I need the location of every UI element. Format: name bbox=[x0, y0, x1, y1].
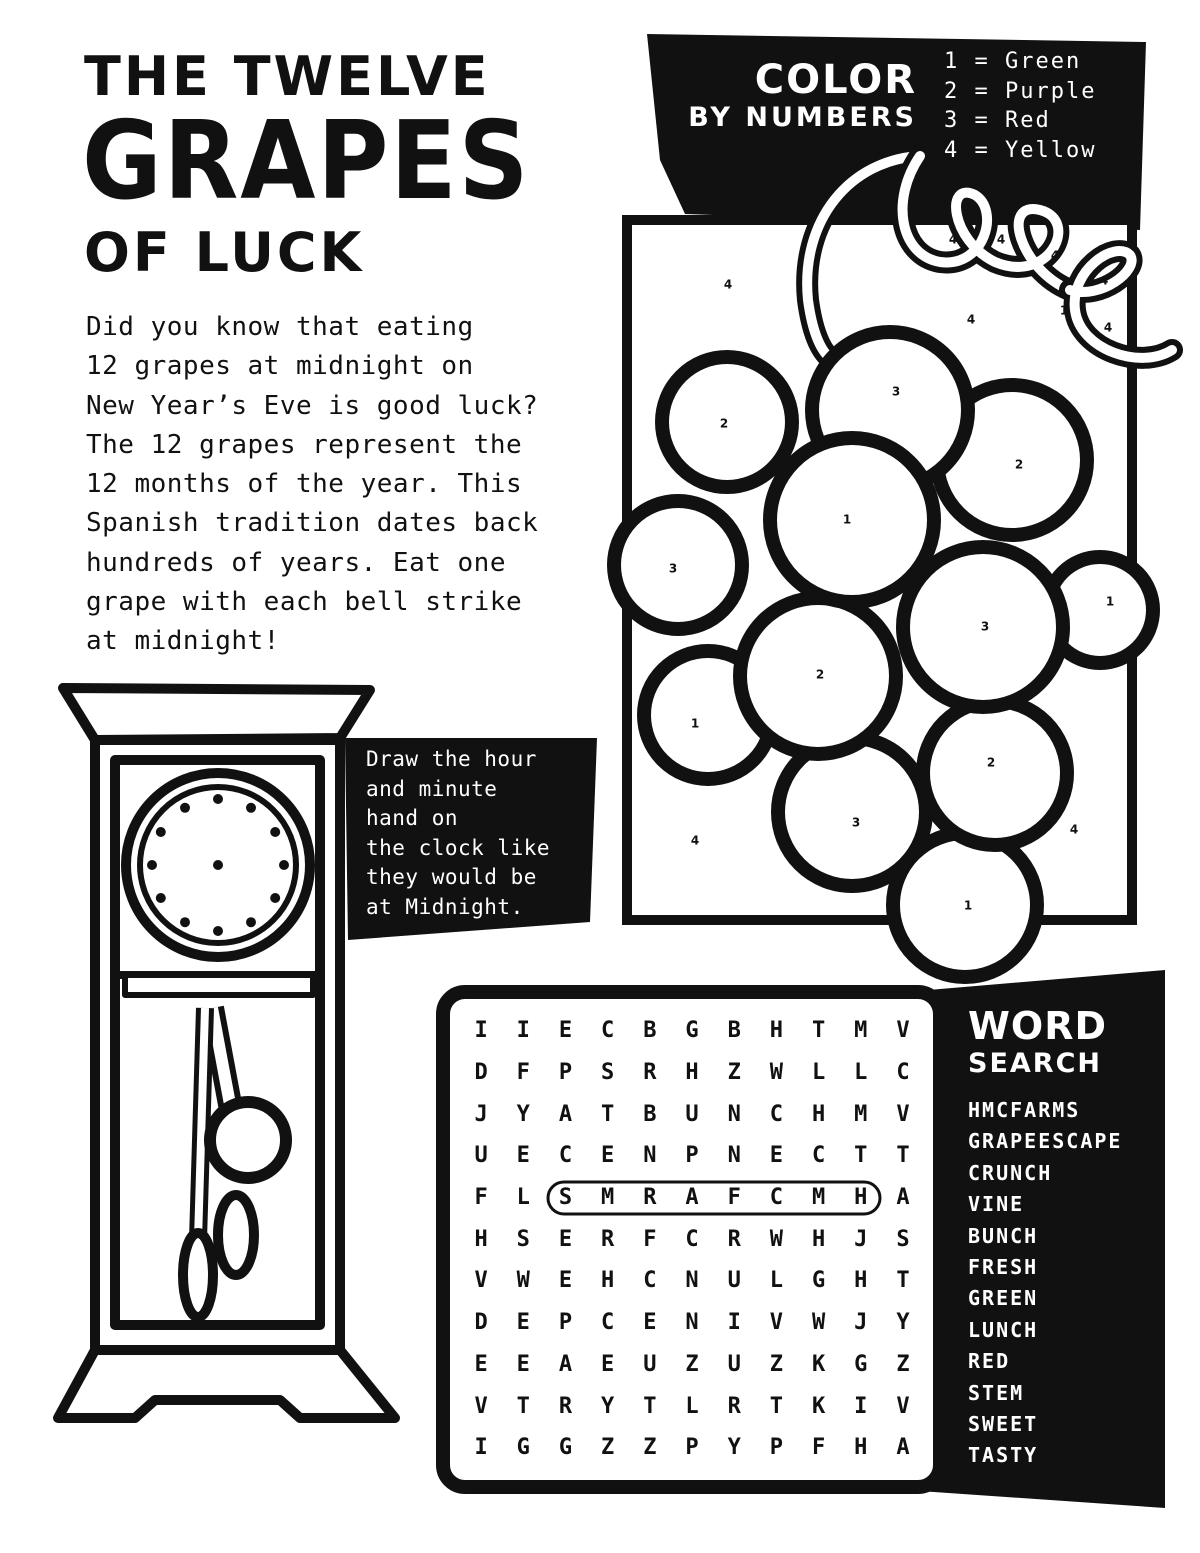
word-search-letter[interactable]: G bbox=[854, 1351, 868, 1377]
background-number: 4 bbox=[948, 232, 958, 247]
background-number: 4 bbox=[996, 232, 1006, 247]
word-search-letter[interactable]: E bbox=[643, 1310, 657, 1336]
word-search-letter[interactable]: E bbox=[516, 1143, 530, 1169]
word-search-letter[interactable]: G bbox=[558, 1435, 573, 1461]
word-search-letter[interactable]: A bbox=[685, 1185, 699, 1211]
word-search-grid bbox=[460, 1010, 924, 1469]
word-search-letter[interactable]: E bbox=[516, 1310, 530, 1336]
word-search-letter[interactable]: E bbox=[516, 1351, 530, 1377]
word-search-letter[interactable]: T bbox=[601, 1101, 615, 1127]
word-search-letter[interactable]: Y bbox=[727, 1435, 741, 1461]
word-search-letter[interactable]: Z bbox=[601, 1435, 615, 1461]
word-search-letter[interactable]: F bbox=[811, 1435, 826, 1461]
word-search-letter[interactable]: H bbox=[811, 1226, 826, 1252]
word-search-letter[interactable]: C bbox=[558, 1143, 573, 1169]
background-number: 4 bbox=[723, 277, 733, 292]
word-search-letter[interactable]: L bbox=[854, 1060, 868, 1086]
word-search-letter[interactable]: G bbox=[516, 1435, 530, 1461]
background-number: 4 bbox=[1099, 273, 1109, 288]
word-search-word: CRUNCH bbox=[968, 1160, 1053, 1185]
word-search-letter[interactable]: U bbox=[474, 1143, 488, 1169]
word-search-letter[interactable]: Y bbox=[896, 1310, 910, 1336]
clock-hour-dot bbox=[156, 827, 166, 837]
word-search-letter[interactable]: F bbox=[727, 1185, 741, 1211]
word-search-letter[interactable]: E bbox=[601, 1143, 615, 1169]
word-search-letter[interactable]: S bbox=[896, 1226, 910, 1252]
grape-number: 1 bbox=[963, 898, 973, 913]
background-number: 4 bbox=[966, 312, 976, 327]
background-number: 4 bbox=[1069, 822, 1079, 837]
word-search-word: VINE bbox=[968, 1192, 1025, 1217]
word-search-letter[interactable]: U bbox=[643, 1351, 657, 1377]
word-search-letter[interactable]: F bbox=[474, 1185, 488, 1211]
word-search-letter[interactable]: U bbox=[727, 1268, 741, 1294]
word-search-letter[interactable]: A bbox=[896, 1185, 910, 1211]
word-search-letter[interactable]: Y bbox=[601, 1393, 615, 1419]
word-search-letter[interactable]: L bbox=[811, 1060, 826, 1086]
legend-item: 3 = Red bbox=[944, 108, 1051, 133]
word-search-letter[interactable]: T bbox=[769, 1393, 784, 1419]
word-search-letter[interactable]: I bbox=[854, 1393, 868, 1419]
word-search-letter[interactable]: W bbox=[769, 1226, 784, 1252]
word-search-letter[interactable]: N bbox=[643, 1143, 657, 1169]
word-search-letter[interactable]: C bbox=[601, 1018, 615, 1044]
clock-hour-dot bbox=[270, 827, 280, 837]
word-search-letter[interactable]: E bbox=[601, 1351, 615, 1377]
word-search-letter[interactable]: Z bbox=[896, 1351, 910, 1377]
word-search-letter[interactable]: S bbox=[601, 1060, 615, 1086]
word-search-letter[interactable]: P bbox=[558, 1310, 573, 1336]
pendulum-bob bbox=[210, 1102, 286, 1178]
grape-number: 3 bbox=[851, 815, 861, 830]
word-search-letter[interactable]: T bbox=[811, 1018, 826, 1044]
word-search-letter[interactable]: K bbox=[811, 1393, 826, 1419]
word-search-letter[interactable]: E bbox=[558, 1268, 573, 1294]
word-search-letter[interactable]: T bbox=[516, 1393, 530, 1419]
word-search-letter[interactable]: R bbox=[558, 1393, 573, 1419]
worksheet-title bbox=[82, 45, 554, 284]
word-search-letter[interactable]: B bbox=[727, 1018, 741, 1044]
word-search-letter[interactable]: E bbox=[558, 1018, 573, 1044]
word-search-letter[interactable]: R bbox=[727, 1226, 741, 1252]
word-search-letter[interactable]: N bbox=[685, 1268, 699, 1294]
clock-hour-dot bbox=[213, 926, 223, 936]
grape-number: 1 bbox=[690, 716, 700, 731]
legend-item: 2 = Purple bbox=[944, 78, 1097, 104]
word-search-letter[interactable]: U bbox=[727, 1351, 741, 1377]
background-number: 1 bbox=[1059, 303, 1069, 318]
word-search-letter[interactable]: M bbox=[811, 1185, 826, 1211]
word-search-letter[interactable]: S bbox=[516, 1226, 530, 1252]
word-search-letter[interactable]: S bbox=[558, 1185, 573, 1211]
legend-item: 1 = Green bbox=[944, 49, 1082, 74]
background-number: 4 bbox=[1103, 320, 1113, 335]
word-search-title bbox=[968, 1005, 1107, 1081]
word-search-letter[interactable]: E bbox=[558, 1226, 573, 1252]
background-number: 4 bbox=[690, 833, 700, 848]
grape-number: 1 bbox=[842, 512, 852, 527]
grape-number: 2 bbox=[1014, 457, 1024, 472]
word-search-letter[interactable]: B bbox=[643, 1018, 657, 1044]
word-search-letter[interactable]: T bbox=[896, 1143, 910, 1169]
word-search-letter[interactable]: Z bbox=[727, 1060, 741, 1086]
word-search-letter[interactable]: P bbox=[685, 1143, 699, 1169]
grape-number: 3 bbox=[891, 384, 901, 399]
word-search-letter[interactable]: H bbox=[854, 1435, 868, 1461]
word-search-letter[interactable]: A bbox=[558, 1351, 573, 1377]
word-search-letter[interactable]: C bbox=[896, 1060, 910, 1086]
word-search-title-line-1: WORD bbox=[968, 1004, 1108, 1048]
grandfather-clock bbox=[58, 688, 395, 1418]
word-search-letter[interactable]: T bbox=[854, 1143, 868, 1169]
word-search-letter[interactable]: H bbox=[854, 1185, 868, 1211]
word-search-letter[interactable]: C bbox=[769, 1101, 784, 1127]
color-by-numbers-title bbox=[688, 58, 917, 134]
word-search-letter[interactable]: H bbox=[601, 1268, 615, 1294]
word-search-letter[interactable]: V bbox=[474, 1268, 488, 1294]
word-search-letter[interactable]: F bbox=[516, 1060, 530, 1086]
word-search-word-list bbox=[968, 1095, 1122, 1472]
word-search-word: BUNCH bbox=[968, 1223, 1039, 1248]
word-search-letter[interactable]: W bbox=[811, 1310, 826, 1336]
title-line-3: OF LUCK bbox=[84, 221, 365, 284]
word-search-word: FRESH bbox=[968, 1255, 1039, 1280]
clock-hour-dot bbox=[180, 917, 190, 927]
clock-crown bbox=[63, 688, 370, 740]
word-search-letter[interactable]: N bbox=[727, 1101, 741, 1127]
grape-number: 3 bbox=[980, 619, 990, 634]
word-search-letter[interactable]: A bbox=[558, 1101, 573, 1127]
clock-hour-dot bbox=[246, 803, 256, 813]
word-search-letter[interactable]: L bbox=[516, 1185, 530, 1211]
word-search-letter[interactable]: U bbox=[685, 1101, 699, 1127]
grape-number: 3 bbox=[668, 561, 678, 576]
word-search-letter[interactable]: E bbox=[474, 1351, 488, 1377]
grape-number: 2 bbox=[986, 755, 996, 770]
word-search-letter[interactable]: M bbox=[854, 1101, 868, 1127]
word-search-letter[interactable]: P bbox=[558, 1060, 573, 1086]
clock-center-dot bbox=[213, 860, 223, 870]
word-search-letter[interactable]: T bbox=[643, 1393, 657, 1419]
word-search-letter[interactable]: J bbox=[854, 1310, 868, 1336]
word-search-letter[interactable]: K bbox=[811, 1351, 826, 1377]
clock-hour-dot bbox=[270, 893, 280, 903]
grape-11 bbox=[923, 701, 1067, 845]
word-search-letter[interactable]: Z bbox=[685, 1351, 699, 1377]
clock-base bbox=[58, 1350, 395, 1418]
word-search-letter[interactable]: N bbox=[727, 1143, 741, 1169]
clock-hour-dot bbox=[156, 893, 166, 903]
clock-hour-dot bbox=[246, 917, 256, 927]
word-search-word: SWEET bbox=[968, 1412, 1039, 1437]
clock-hour-dot bbox=[213, 794, 223, 804]
clock-hour-dot bbox=[180, 803, 190, 813]
color-by-numbers-title-line-1: COLOR bbox=[754, 57, 917, 103]
grape-number: 2 bbox=[719, 416, 729, 431]
word-search-letter[interactable]: W bbox=[769, 1060, 784, 1086]
color-by-numbers-title-line-2: BY NUMBERS bbox=[688, 102, 917, 133]
word-search-letter[interactable]: A bbox=[896, 1435, 910, 1461]
word-search-letter[interactable]: D bbox=[474, 1310, 488, 1336]
word-search-letter[interactable]: I bbox=[474, 1018, 488, 1044]
word-search-letter[interactable]: T bbox=[896, 1268, 910, 1294]
word-search-letter[interactable]: Y bbox=[516, 1101, 530, 1127]
word-search-letter[interactable]: R bbox=[601, 1226, 615, 1252]
legend-item: 4 = Yellow bbox=[944, 137, 1097, 163]
word-search-letter[interactable]: Z bbox=[643, 1435, 657, 1461]
word-search-letter[interactable]: W bbox=[516, 1268, 530, 1294]
word-search-letter[interactable]: R bbox=[727, 1393, 741, 1419]
word-search-letter[interactable]: C bbox=[811, 1143, 826, 1169]
weight-1 bbox=[218, 1195, 254, 1275]
grape-number: 2 bbox=[815, 667, 825, 682]
word-search-letter[interactable]: N bbox=[685, 1310, 699, 1336]
word-search-letter[interactable]: J bbox=[474, 1101, 488, 1127]
word-search-letter[interactable]: I bbox=[474, 1435, 488, 1461]
word-search-letter[interactable]: R bbox=[643, 1060, 657, 1086]
word-search-letter[interactable]: M bbox=[854, 1018, 868, 1044]
word-search-letter[interactable]: V bbox=[896, 1018, 910, 1044]
word-search-word: GRAPEESCAPE bbox=[968, 1129, 1123, 1154]
grape-5 bbox=[770, 438, 934, 602]
word-search-word: HMCFARMS bbox=[968, 1098, 1081, 1122]
grape-4 bbox=[614, 501, 742, 629]
word-search-letter[interactable]: I bbox=[516, 1018, 530, 1044]
word-search-letter[interactable]: G bbox=[811, 1268, 826, 1294]
word-search-title-line-2: SEARCH bbox=[968, 1048, 1102, 1079]
word-search-letter[interactable]: M bbox=[601, 1185, 615, 1211]
word-search-word: STEM bbox=[968, 1380, 1025, 1405]
word-search-word: LUNCH bbox=[968, 1317, 1039, 1342]
clock-hour-dot bbox=[279, 860, 289, 870]
word-search-letter[interactable]: E bbox=[769, 1143, 784, 1169]
intro-paragraph: Did you know that eating 12 grapes at midnight on New Year’s Eve is good luck? The 12 grapes represent the 12 months of the year. This Spanish tradition dates back hundreds of years. Eat one grape with each bell strike at midnight! bbox=[86, 312, 539, 657]
word-search-letter[interactable]: H bbox=[811, 1101, 826, 1127]
word-search-letter[interactable]: V bbox=[896, 1101, 910, 1127]
word-search-letter[interactable]: F bbox=[643, 1226, 657, 1252]
word-search-word: TASTY bbox=[968, 1443, 1039, 1468]
word-search-letter[interactable]: H bbox=[854, 1268, 868, 1294]
word-search-letter[interactable]: J bbox=[854, 1226, 868, 1252]
word-search-letter[interactable]: V bbox=[896, 1393, 910, 1419]
title-line-1: THE TWELVE bbox=[84, 45, 491, 108]
word-search-letter[interactable]: Z bbox=[769, 1351, 784, 1377]
title-line-2: GRAPES bbox=[82, 99, 531, 224]
word-search-letter[interactable]: L bbox=[685, 1393, 699, 1419]
word-search-letter[interactable]: C bbox=[769, 1185, 784, 1211]
word-search-letter[interactable]: C bbox=[643, 1268, 657, 1294]
clock-instructions: Draw the hour and minute hand on the clock like they would be at Midnight. bbox=[366, 747, 551, 919]
word-search-letter[interactable]: H bbox=[769, 1018, 784, 1044]
word-search-letter[interactable]: H bbox=[685, 1060, 699, 1086]
weight-2 bbox=[183, 1233, 213, 1317]
word-search-letter[interactable]: C bbox=[601, 1310, 615, 1336]
word-search-letter[interactable]: G bbox=[685, 1018, 699, 1044]
grape-number: 1 bbox=[1105, 594, 1115, 609]
background-number: 4 bbox=[1050, 248, 1060, 263]
color-legend bbox=[944, 47, 1096, 165]
clock-hour-dot bbox=[147, 860, 157, 870]
word-search-letter[interactable]: P bbox=[769, 1435, 784, 1461]
word-search-letter[interactable]: V bbox=[769, 1310, 784, 1336]
word-search-letter[interactable]: L bbox=[769, 1268, 784, 1294]
word-search-letter[interactable]: D bbox=[474, 1060, 488, 1086]
word-search-letter[interactable]: B bbox=[643, 1101, 657, 1127]
word-search-letter[interactable]: R bbox=[643, 1185, 657, 1211]
word-search-word: RED bbox=[968, 1349, 1011, 1374]
word-search-letter[interactable]: C bbox=[685, 1226, 699, 1252]
word-search-letter[interactable]: H bbox=[474, 1226, 488, 1252]
word-search-word: GREEN bbox=[968, 1286, 1039, 1311]
word-search-letter[interactable]: P bbox=[685, 1435, 699, 1461]
word-search-letter[interactable]: V bbox=[474, 1393, 488, 1419]
word-search-letter[interactable]: I bbox=[727, 1310, 741, 1336]
